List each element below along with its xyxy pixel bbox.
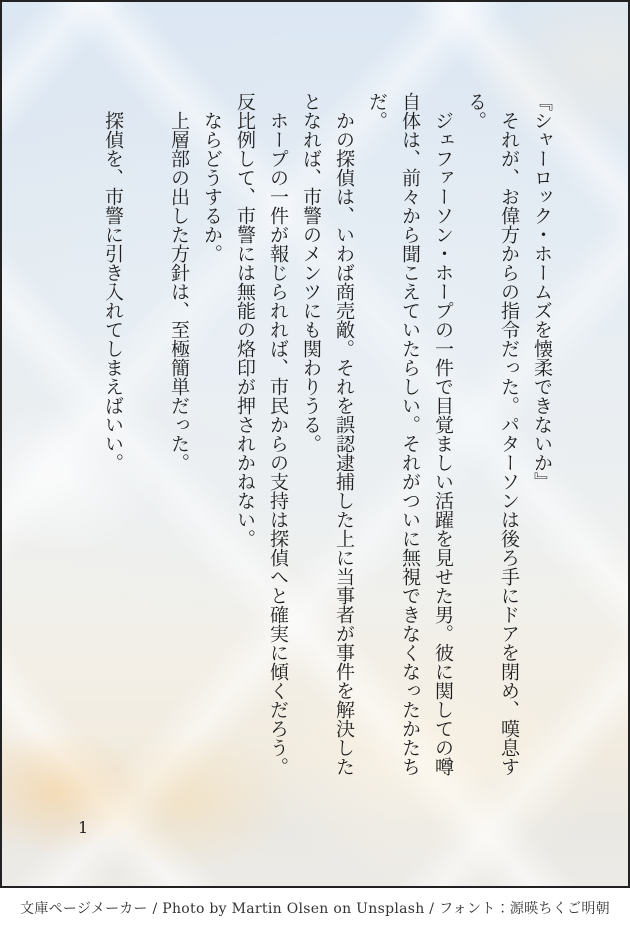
- text-line: 反比例して、市警には無能の烙印が押されかねない。: [234, 92, 256, 548]
- text-line: となれば、市警のメンツにも関わりうる。: [300, 92, 322, 453]
- text-line: 自体は、前々から聞こえていたらしい。それがついに無視できなくなったかたち: [399, 92, 421, 776]
- text-line: それが、お偉方からの指令だった。パターソンは後ろ手にドアを閉め、嘆息す: [498, 92, 520, 776]
- text-line: 探偵を、市警に引き入れてしまえばいい。: [102, 92, 124, 472]
- text-line: だ。: [366, 92, 388, 130]
- text-line: ジェファーソン・ホープの一件で目覚ましい活躍を見せた男。彼に関しての噂: [432, 92, 454, 776]
- footer-credit-text: 文庫ページメーカー / Photo by Martin Olsen on Unsplash / フォント：源暎ちくご明朝: [20, 901, 610, 917]
- text-line: 『シャーロック・ホームズを懐柔できないか』: [531, 92, 553, 491]
- footer-credit-bar: [0, 888, 630, 928]
- text-line: ホープの一件が報じられれば、市民からの支持は探偵へと確実に傾くだろう。: [267, 92, 289, 776]
- text-line: かの探偵は、いわば商売敵。それを誤認逮捕した上に当事者が事件を解決した: [333, 92, 355, 776]
- text-line: 上層部の出した方針は、至極簡単だった。: [168, 92, 190, 472]
- text-line: ならどうするか。: [201, 92, 223, 263]
- page-number: 1: [78, 818, 89, 837]
- text-line-blank: [129, 92, 162, 792]
- text-line: る。: [465, 92, 487, 130]
- vertical-text-block: [96, 92, 558, 792]
